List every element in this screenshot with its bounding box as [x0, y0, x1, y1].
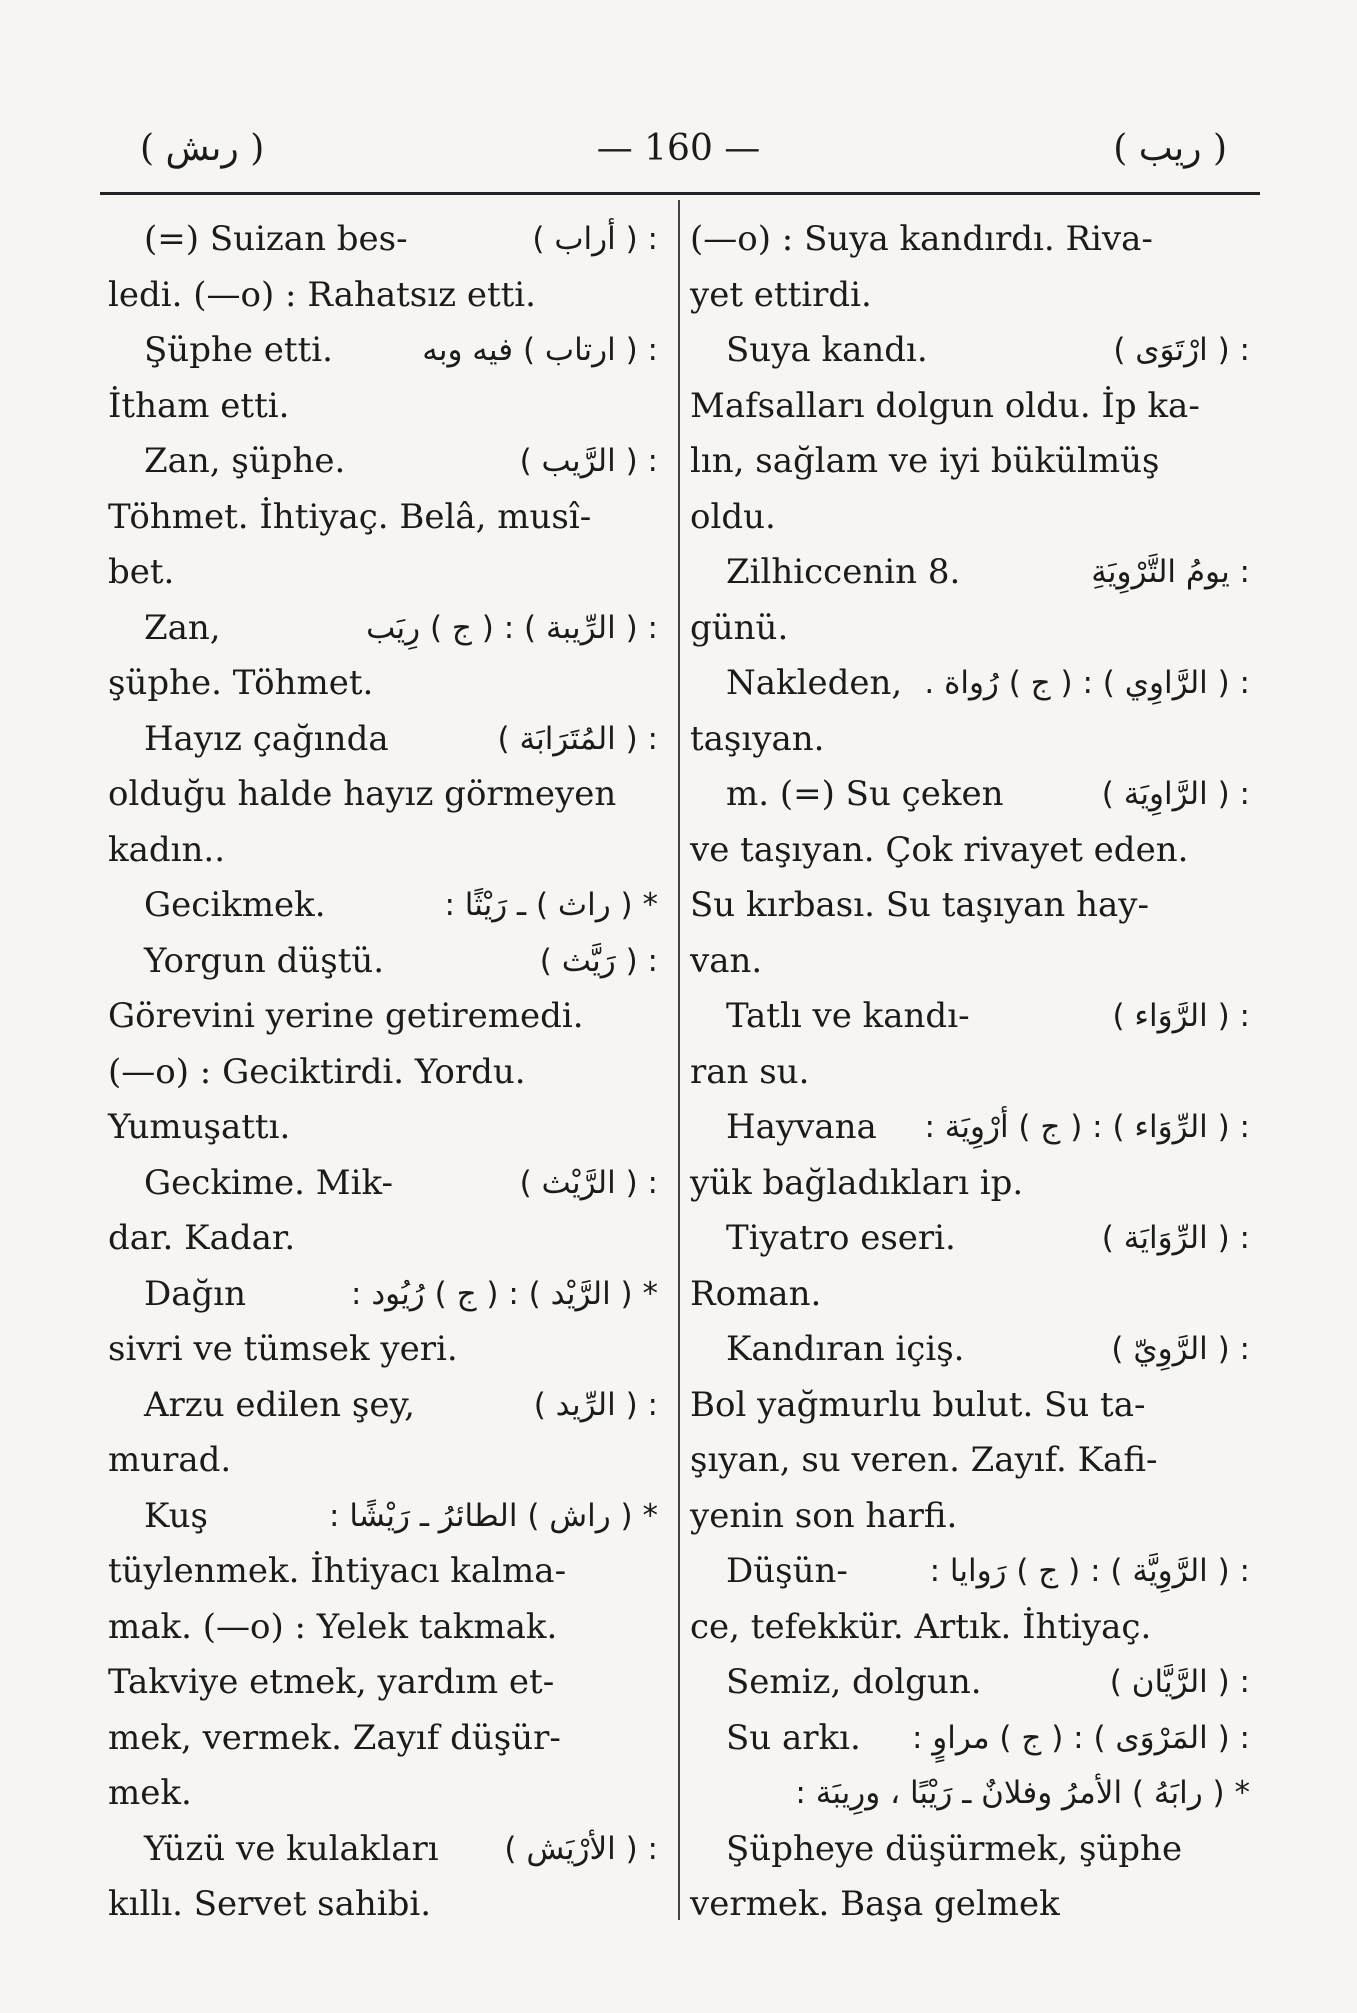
dictionary-line — [108, 1100, 658, 1156]
arabic-headword: : ( الرَّاوِي ) : ( ج ) رُواة . — [924, 665, 1250, 701]
dictionary-line — [108, 379, 658, 435]
dictionary-line — [690, 823, 1250, 879]
dictionary-line — [690, 1156, 1250, 1212]
turkish-text: mek, vermek. Zayıf düşür- — [108, 1717, 561, 1758]
arabic-headword: : ( الرَّوَاء ) — [1112, 998, 1250, 1034]
header-rule — [100, 192, 1260, 195]
dictionary-line — [690, 545, 1250, 601]
turkish-text: Düşün- — [726, 1551, 848, 1591]
turkish-text: Zan, — [144, 607, 221, 648]
turkish-text: kıllı. Servet sahibi. — [108, 1884, 432, 1924]
turkish-text: Kandıran içiş. — [726, 1329, 965, 1369]
dictionary-line — [690, 1544, 1250, 1600]
turkish-text: Su arkı. — [726, 1717, 861, 1758]
dictionary-line — [108, 989, 658, 1045]
dictionary-line — [690, 323, 1250, 379]
turkish-text: taşıyan. — [690, 718, 825, 759]
arabic-headword: * ( رابَهُ ) الأمرُ وفلانٌ ـ رَيْبًا ، ورِيبَة : — [795, 1775, 1250, 1811]
turkish-text: Semiz, dolgun. — [726, 1662, 982, 1702]
arabic-headword: : ( المَرْوَى ) : ( ج ) مراوٍ : — [911, 1719, 1250, 1756]
turkish-text: olduğu halde hayız görmeyen — [108, 774, 617, 814]
turkish-text: vermek. Başa gelmek — [690, 1884, 1060, 1924]
dictionary-line — [690, 1100, 1250, 1156]
turkish-text: Kuş — [144, 1495, 208, 1536]
dictionary-line — [690, 1655, 1250, 1711]
dictionary-line — [690, 1877, 1250, 1933]
dictionary-line — [108, 934, 658, 990]
left-column — [108, 212, 658, 1933]
turkish-text: yük bağladıkları ip. — [690, 1162, 1024, 1203]
dictionary-line — [690, 1433, 1250, 1489]
dictionary-line — [108, 1045, 658, 1101]
arabic-headword: : ( الرِّوَاء ) : ( ج ) أرْوِيَة : — [924, 1109, 1250, 1145]
turkish-text: Roman. — [690, 1273, 822, 1314]
arabic-headword: * ( الرَّيْد ) : ( ج ) رُيُود : — [351, 1275, 658, 1312]
dictionary-line — [108, 1156, 658, 1212]
dictionary-line — [108, 1322, 658, 1378]
dictionary-line — [108, 1766, 658, 1822]
dictionary-line — [108, 490, 658, 546]
turkish-text: yenin son harfi. — [690, 1495, 958, 1536]
dictionary-line — [108, 1489, 658, 1545]
dictionary-line — [108, 1433, 658, 1489]
turkish-text: oldu. — [690, 496, 776, 537]
dictionary-line — [690, 212, 1250, 268]
dictionary-line — [690, 1711, 1250, 1767]
turkish-text: Görevini yerine getiremedi. — [108, 996, 584, 1036]
dictionary-line — [690, 767, 1250, 823]
arabic-headword: : ( ارْتَوَى ) — [1113, 332, 1250, 368]
dictionary-line — [690, 1322, 1250, 1378]
turkish-text: mak. (—o) : Yelek takmak. — [108, 1606, 558, 1647]
turkish-text: Suya kandı. — [726, 330, 928, 370]
dictionary-line — [108, 212, 658, 268]
turkish-text: lın, sağlam ve iyi bükülmüş — [690, 441, 1160, 481]
arabic-headword: : ( الرِّيد ) — [533, 1386, 658, 1423]
turkish-text: van. — [690, 940, 763, 981]
turkish-text: Geckime. Mik- — [144, 1162, 393, 1203]
dictionary-line — [690, 379, 1250, 435]
dictionary-line — [690, 1267, 1250, 1323]
dictionary-line — [690, 434, 1250, 490]
dictionary-line — [690, 878, 1250, 934]
arabic-headword: : ( ارتاب ) فيه وبه — [422, 332, 658, 368]
dictionary-line — [108, 434, 658, 490]
turkish-text: dar. Kadar. — [108, 1218, 296, 1258]
turkish-text: Töhmet. İhtiyaç. Belâ, musî- — [108, 496, 592, 537]
arabic-headword: : ( الرَّيَّان ) — [1109, 1664, 1250, 1700]
turkish-text: ce, tefekkür. Artık. İhtiyaç. — [690, 1606, 1152, 1647]
turkish-text: mek. — [108, 1773, 192, 1813]
turkish-text: Tiyatro eseri. — [726, 1218, 956, 1258]
turkish-text: ran su. — [690, 1051, 810, 1092]
arabic-headword: : ( الرَّوِيَّة ) : ( ج ) رَوايا : — [929, 1553, 1250, 1589]
dictionary-line — [108, 1211, 658, 1267]
arabic-headword: : يومُ التَّرْوِيَةِ — [1091, 554, 1250, 590]
dictionary-line — [108, 1655, 658, 1711]
turkish-text: ledi. (—o) : Rahatsız etti. — [108, 274, 536, 315]
dictionary-line — [690, 1045, 1250, 1101]
dictionary-line — [108, 1711, 658, 1767]
page-number: — 160 — — [596, 128, 761, 169]
dictionary-line — [690, 1489, 1250, 1545]
running-header — [100, 128, 1257, 178]
dictionary-line — [690, 1822, 1250, 1878]
dictionary-line — [108, 1877, 658, 1933]
dictionary-line — [108, 1378, 658, 1434]
dictionary-line — [690, 601, 1250, 657]
turkish-text: Yüzü ve kulakları — [144, 1828, 439, 1869]
dictionary-line — [108, 712, 658, 768]
header-right-entry: ( ريب ) — [1113, 128, 1227, 169]
arabic-headword: : ( المُتَرَابَة ) — [497, 720, 658, 757]
header-left-entry: ( رىش ) — [140, 128, 265, 169]
turkish-text: yet ettirdi. — [690, 274, 872, 315]
dictionary-line — [690, 1378, 1250, 1434]
turkish-text: Şüpheye düşürmek, şüphe — [726, 1828, 1183, 1869]
turkish-text: kadın.. — [108, 829, 226, 870]
turkish-text: Hayız çağında — [144, 718, 389, 759]
turkish-text: Gecikmek. — [144, 885, 326, 925]
dictionary-line — [108, 767, 658, 823]
dictionary-line — [108, 823, 658, 879]
arabic-headword: : ( أراب ) — [532, 221, 658, 257]
arabic-headword: : ( الرَّوِيّ ) — [1111, 1331, 1250, 1367]
turkish-text: (=) Suizan bes- — [144, 219, 408, 259]
arabic-headword: : ( رَيَّث ) — [539, 942, 658, 979]
dictionary-line — [690, 1211, 1250, 1267]
dictionary-line — [690, 656, 1250, 712]
turkish-text: Zilhiccenin 8. — [726, 552, 961, 592]
turkish-text: Takviye etmek, yardım et- — [108, 1662, 555, 1702]
turkish-text: (—o) : Suya kandırdı. Riva- — [690, 219, 1153, 259]
turkish-text: sivri ve tümsek yeri. — [108, 1329, 458, 1369]
turkish-text: Şüphe etti. — [144, 330, 333, 370]
dictionary-line — [108, 323, 658, 379]
turkish-text: Dağın — [144, 1273, 247, 1314]
right-column — [690, 212, 1250, 1933]
dictionary-line — [108, 878, 658, 934]
turkish-text: şıyan, su veren. Zayıf. Kafi- — [690, 1440, 1158, 1480]
turkish-text: Su kırbası. Su taşıyan hay- — [690, 885, 1149, 925]
turkish-text: Nakleden, — [726, 663, 903, 703]
turkish-text: Zan, şüphe. — [144, 441, 346, 481]
dictionary-line — [690, 268, 1250, 324]
arabic-headword: : ( الرِّوَايَة ) — [1101, 1220, 1250, 1256]
arabic-headword: : ( الأرْيَش ) — [504, 1830, 658, 1867]
turkish-text: m. (=) Su çeken — [726, 774, 1004, 814]
turkish-text: bet. — [108, 552, 175, 592]
turkish-text: murad. — [108, 1440, 232, 1480]
dictionary-line — [690, 1600, 1250, 1656]
dictionary-line — [690, 1766, 1250, 1822]
turkish-text: (—o) : Geciktirdi. Yordu. — [108, 1051, 526, 1092]
turkish-text: Bol yağmurlu bulut. Su ta- — [690, 1384, 1146, 1425]
turkish-text: tüylenmek. İhtiyacı kalma- — [108, 1551, 567, 1591]
turkish-text: Tatlı ve kandı- — [726, 996, 970, 1036]
turkish-text: Yorgun düştü. — [144, 940, 385, 981]
arabic-headword: : ( الرَّيب ) — [519, 443, 658, 479]
dictionary-line — [108, 656, 658, 712]
turkish-text: Yumuşattı. — [108, 1107, 291, 1147]
dictionary-line — [108, 545, 658, 601]
turkish-text: Arzu edilen şey, — [144, 1384, 415, 1425]
arabic-headword: * ( راث ) ـ رَيْثًا : — [444, 887, 658, 923]
dictionary-line — [690, 712, 1250, 768]
turkish-text: İtham etti. — [108, 385, 290, 426]
dictionary-line — [108, 601, 658, 657]
turkish-text: Mafsalları dolgun oldu. İp ka- — [690, 385, 1200, 426]
dictionary-line — [690, 490, 1250, 546]
turkish-text: Hayvana — [726, 1107, 877, 1147]
dictionary-line — [108, 1544, 658, 1600]
dictionary-line — [690, 934, 1250, 990]
dictionary-line — [108, 1600, 658, 1656]
arabic-headword: : ( الرَّيْث ) — [519, 1164, 658, 1201]
column-divider — [678, 200, 680, 1920]
dictionary-line — [108, 1267, 658, 1323]
dictionary-line — [108, 1822, 658, 1878]
arabic-headword: : ( الرِّيبة ) : ( ج ) رِيَب — [366, 609, 658, 646]
dictionary-line — [690, 989, 1250, 1045]
arabic-headword: * ( راش ) الطائرُ ـ رَيْشًا : — [329, 1497, 658, 1534]
turkish-text: ve taşıyan. Çok rivayet eden. — [690, 829, 1189, 870]
dictionary-line — [108, 268, 658, 324]
turkish-text: günü. — [690, 607, 789, 648]
turkish-text: şüphe. Töhmet. — [108, 663, 374, 703]
arabic-headword: : ( الرَّاوِيَة ) — [1101, 776, 1250, 812]
